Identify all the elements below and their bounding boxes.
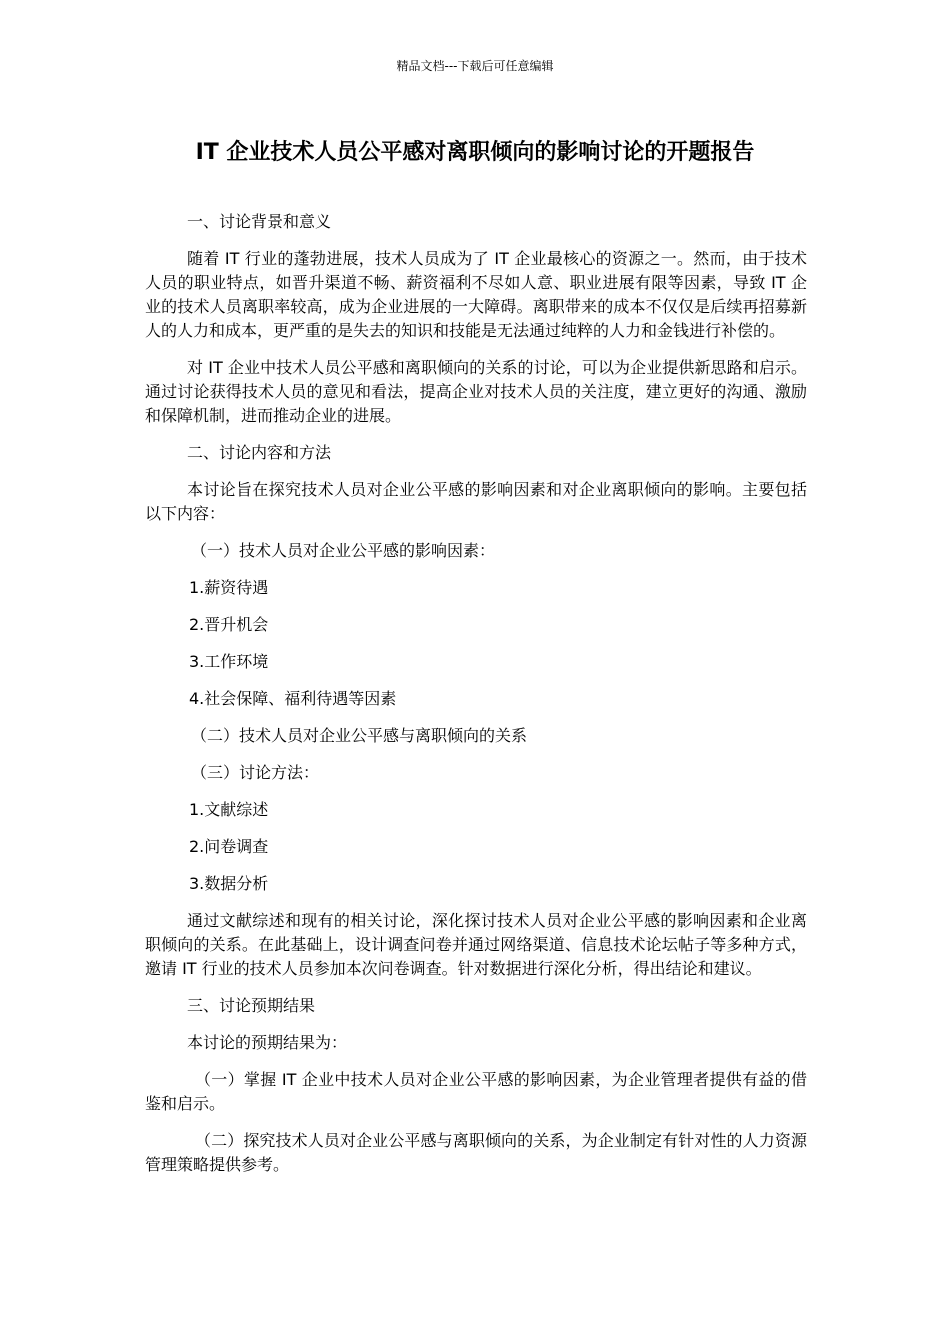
list-item-welfare: 4.社会保障、福利待遇等因素: [189, 689, 397, 708]
subheading-relationship: （二）技术人员对企业公平感与离职倾向的关系: [191, 726, 528, 745]
paragraph-method-detail: 通过文献综述和现有的相关讨论，深化探讨技术人员对企业公平感的影响因素和企业离职倾向的关系。在此基础上，设计调查问卷并通过网络渠道、信息技术论坛帖子等多种方式，邀请 IT 行业的技术人员参加本次问卷调查。针对数据进行深化分析，得出结论和建议。: [145, 911, 807, 978]
list-item-data-analysis: 3.数据分析: [189, 874, 269, 893]
document-title: IT 企业技术人员公平感对离职倾向的影响讨论的开题报告: [195, 140, 755, 165]
list-item-questionnaire: 2.问卷调查: [189, 837, 269, 856]
section-heading-expected-results: 三、讨论预期结果: [187, 996, 316, 1015]
subheading-influence-factors: （一）技术人员对企业公平感的影响因素：: [191, 541, 496, 560]
list-item-environment: 3.工作环境: [189, 652, 269, 671]
section-heading-background: 一、讨论背景和意义: [187, 212, 332, 231]
paragraph-background-2: 对 IT 企业中技术人员公平感和离职倾向的关系的讨论，可以为企业提供新思路和启示。通过讨论获得技术人员的意见和看法，提高企业对技术人员的关注度，建立更好的沟通、激励和保障机制，进而推动企业的进展。: [145, 358, 807, 425]
paragraph-results-intro: 本讨论的预期结果为：: [187, 1033, 348, 1052]
paragraph-result-1: （一）掌握 IT 企业中技术人员对企业公平感的影响因素，为企业管理者提供有益的借鉴和启示。: [145, 1070, 807, 1113]
document-body: [145, 210, 807, 1190]
subheading-methods: （三）讨论方法：: [191, 763, 320, 782]
paragraph-result-2: （二）探究技术人员对企业公平感与离职倾向的关系，为企业制定有针对性的人力资源管理策略提供参考。: [145, 1131, 807, 1174]
list-item-literature-review: 1.文献综述: [189, 800, 269, 819]
list-item-salary: 1.薪资待遇: [189, 578, 269, 597]
paragraph-content-intro: 本讨论旨在探究技术人员对企业公平感的影响因素和对企业离职倾向的影响。主要包括以下内容：: [145, 480, 807, 523]
page-header: 精品文档---下载后可任意编辑: [396, 59, 554, 73]
list-item-promotion: 2.晋升机会: [189, 615, 269, 634]
section-heading-content-method: 二、讨论内容和方法: [187, 443, 332, 462]
paragraph-background-1: 随着 IT 行业的蓬勃进展，技术人员成为了 IT 企业最核心的资源之一。然而，由于技术人员的职业特点，如晋升渠道不畅、薪资福利不尽如人意、职业进展有限等因素，导致 IT 企业的技术人员离职率较高，成为企业进展的一大障碍。离职带来的成本不仅仅是后续再招募新人的人力和成本，更严重的是失去的知识和技能是无法通过纯粹的人力和金钱进行补偿的。: [145, 249, 807, 340]
